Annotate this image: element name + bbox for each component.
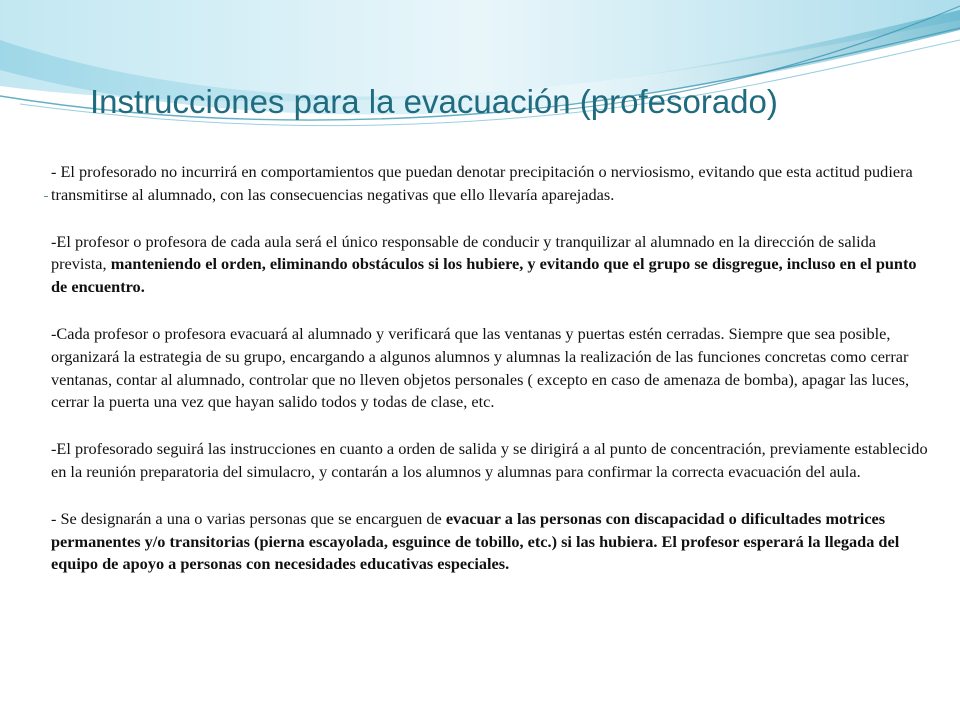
paragraph-classroom-responsible	[51, 231, 931, 299]
paragraph-calm-behavior	[51, 161, 931, 207]
paragraph-text: -El profesorado seguirá las instrucciones en cuanto a orden de salida y se dirigirá a al punto de concentración, previamente establecido en la reunión preparatoria del simulacro, y contarán a los alumnos y alumnas para confirmar la correcta evacuación del aula.	[51, 439, 928, 481]
paragraph-text: - El profesorado no incurrirá en comportamientos que puedan denotar precipitación o nerviosismo, evitando que esta actitud pudiera transmitirse al alumnado, con las consecuencias negativas que ello llevaría aparejadas.	[51, 162, 913, 204]
paragraph-disability-evacuation	[51, 508, 931, 576]
paragraph-emphasis: evacuar a las personas con discapacidad o dificultades motrices permanentes y/o transitorias (pierna escayolada, esguince de tobillo, etc.) si las hubiera. El profesor esperará la llegada del equipo de apoyo a personas con necesidades educativas especiales.	[51, 508, 900, 574]
paragraph-text: - Se designarán a una o varias personas que se encarguen de	[51, 508, 446, 528]
paragraph-text: -El profesor o profesora de cada aula será el único responsable de conducir y tranquilizar al alumnado en la dirección de salida prevista,	[51, 231, 877, 274]
slide-title: Instrucciones para la evacuación (profesorado)	[90, 83, 778, 120]
bullet-mark	[44, 196, 48, 197]
slide-body	[51, 161, 931, 600]
paragraph-exit-order	[51, 438, 931, 484]
paragraph-verify-windows-doors	[51, 323, 931, 414]
paragraph-text: -Cada profesor o profesora evacuará al alumnado y verificará que las ventanas y puertas estén cerradas. Siempre que sea posible, organizará la estrategia de su grupo, encargando a algunos alumnos y alumnas la realización de las funciones concretas como cerrar ventanas, contar al alumnado, controlar que no lleven objetos personales ( excepto en caso de amenaza de bomba), apagar las luces, cerrar la puerta una vez que hayan salido todos y todas de clase, etc.	[51, 323, 910, 412]
paragraph-emphasis: manteniendo el orden, eliminando obstáculos si los hubiere, y evitando que el grupo se disgregue, incluso en el punto de encuentro.	[51, 254, 917, 297]
header-wave-decoration	[0, 0, 960, 150]
